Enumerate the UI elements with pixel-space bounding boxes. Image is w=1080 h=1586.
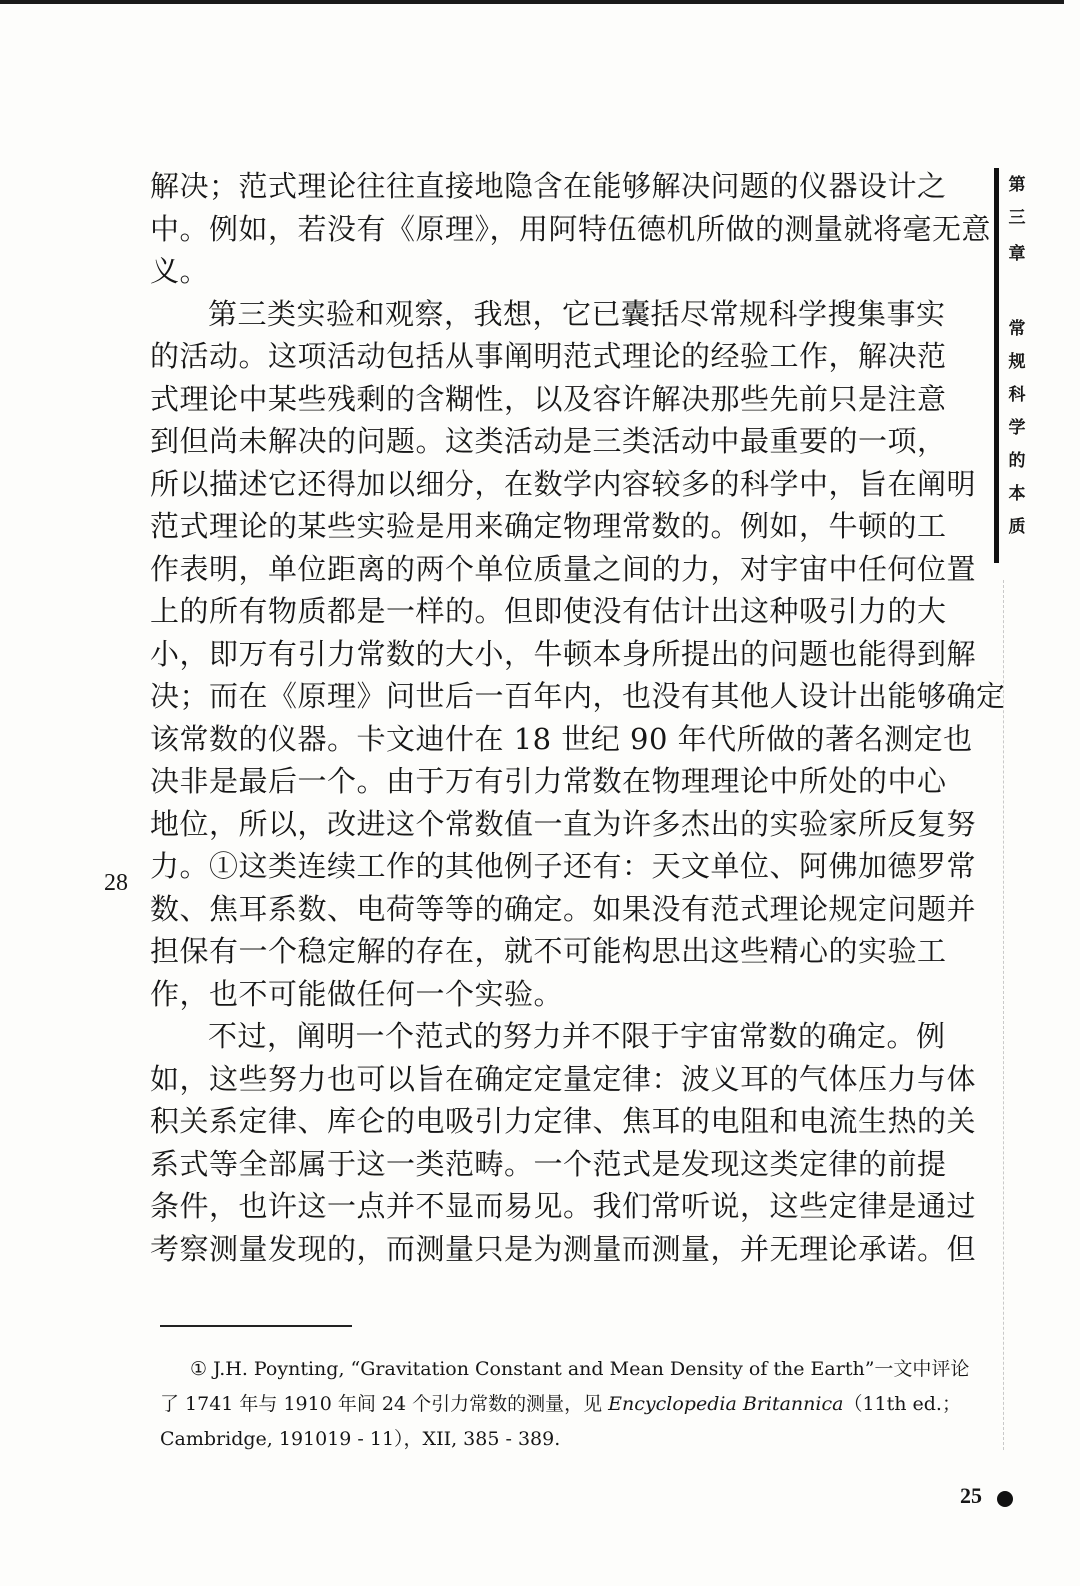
text-line: 作表明，单位距离的两个单位质量之间的力，对宇宙中任何位置 xyxy=(150,551,977,586)
text-line: 范式理论的某些实验是用来确定物理常数的。例如，牛顿的工 xyxy=(150,509,947,543)
text-line: 式理论中某些残剩的含糊性，以及容许解决那些先前只是注意 xyxy=(150,381,947,416)
text-line: 系式等全部属于这一类范畴。一个范式是发现这类定律的前提 xyxy=(150,1146,947,1181)
chapter-char: 常 xyxy=(1008,319,1026,339)
footnote-line xyxy=(160,1387,961,1422)
text-line: 决；而在《原理》问世后一百年内，也没有其他人设计出能够确定 xyxy=(150,679,1006,713)
chapter-char: 学 xyxy=(1008,418,1026,438)
chapter-char: 第 xyxy=(1008,175,1026,195)
chapter-char: 科 xyxy=(1008,385,1026,405)
chapter-side-bar xyxy=(994,168,999,563)
text-line: 义。 xyxy=(150,254,210,288)
text-line: 考察测量发现的，而测量只是为测量而测量，并无理论承诺。但 xyxy=(150,1231,977,1266)
text-line: 该常数的仪器。卡文迪什在 18 世纪 90 年代所做的著名测定也 xyxy=(150,721,973,756)
text-line: 中。例如，若没有《原理》，用阿特伍德机所做的测量就将毫无意 xyxy=(150,211,992,246)
text-line: 作，也不可能做任何一个实验。 xyxy=(150,976,564,1011)
text-line: 条件，也许这一点并不显而易见。我们常听说，这些定律是通过 xyxy=(150,1189,977,1223)
text-line: 到但尚未解决的问题。这类活动是三类活动中最重要的一项， xyxy=(150,424,947,458)
text-line: 力。①这类连续工作的其他例子还有：天文单位、阿佛加德罗常 xyxy=(150,849,977,883)
text-line: 的活动。这项活动包括从事阐明范式理论的经验工作，解决范 xyxy=(150,339,947,373)
chapter-char: 规 xyxy=(1008,352,1026,372)
chapter-char: 章 xyxy=(1008,244,1026,264)
text-line: 决非是最后一个。由于万有引力常数在物理理论中所处的中心 xyxy=(150,764,947,798)
page-number: 25 xyxy=(960,1483,982,1508)
text-line: 如，这些努力也可以旨在确定定量定律：波义耳的气体压力与体 xyxy=(150,1061,977,1096)
text-line: 小，即万有引力常数的大小，牛顿本身所提出的问题也能得到解 xyxy=(150,636,977,671)
text-line: 地位，所以，改进这个常数值一直为许多杰出的实验家所反复努 xyxy=(150,806,977,841)
text-line: 第三类实验和观察，我想，它已囊括尽常规科学搜集事实 xyxy=(208,296,946,331)
margin-dashed-line xyxy=(1003,580,1004,1450)
footnote-rule xyxy=(160,1325,352,1327)
footnote xyxy=(160,1352,970,1457)
text-line: 不过，阐明一个范式的努力并不限于宇宙常数的确定。例 xyxy=(208,1019,946,1053)
text-line: 积关系定律、库仑的电吸引力定律、焦耳的电阻和电流生热的关 xyxy=(150,1104,977,1138)
text-line: 数、焦耳系数、电荷等等的确定。如果没有范式理论规定问题并 xyxy=(150,891,977,926)
top-border-rule xyxy=(0,0,1064,4)
chapter-char: 本 xyxy=(1008,484,1026,504)
footnote-line: Cambridge, 191019 - 11），XII, 385 - 389. xyxy=(160,1428,561,1450)
text-line: 上的所有物质都是一样的。但即使没有估计出这种吸引力的大 xyxy=(150,594,947,628)
chapter-vertical-title xyxy=(1004,170,1030,545)
footnote-line: ① J.H. Poynting, “Gravitation Constant and Mean Density of the Earth”一文中评论 xyxy=(190,1358,970,1380)
footnote-text: 了 1741 年与 1910 年间 24 个引力常数的测量，见 xyxy=(160,1393,609,1415)
chapter-char: 质 xyxy=(1008,517,1026,537)
text-line: 担保有一个稳定解的存在，就不可能构思出这些精心的实验工 xyxy=(150,934,947,968)
body-text xyxy=(150,165,1006,1270)
footnote-italic-title: Encyclopedia Britannica xyxy=(608,1393,844,1415)
page-dot-icon xyxy=(997,1491,1013,1507)
text-line: 所以描述它还得加以细分，在数学内容较多的科学中，旨在阐明 xyxy=(150,466,977,501)
chapter-char: 的 xyxy=(1008,451,1026,471)
margin-page-number: 28 xyxy=(104,870,128,896)
footnote-text: （11th ed.； xyxy=(843,1393,961,1415)
chapter-char: 三 xyxy=(1008,208,1026,228)
text-line: 解决；范式理论往往直接地隐含在能够解决问题的仪器设计之 xyxy=(150,169,947,203)
